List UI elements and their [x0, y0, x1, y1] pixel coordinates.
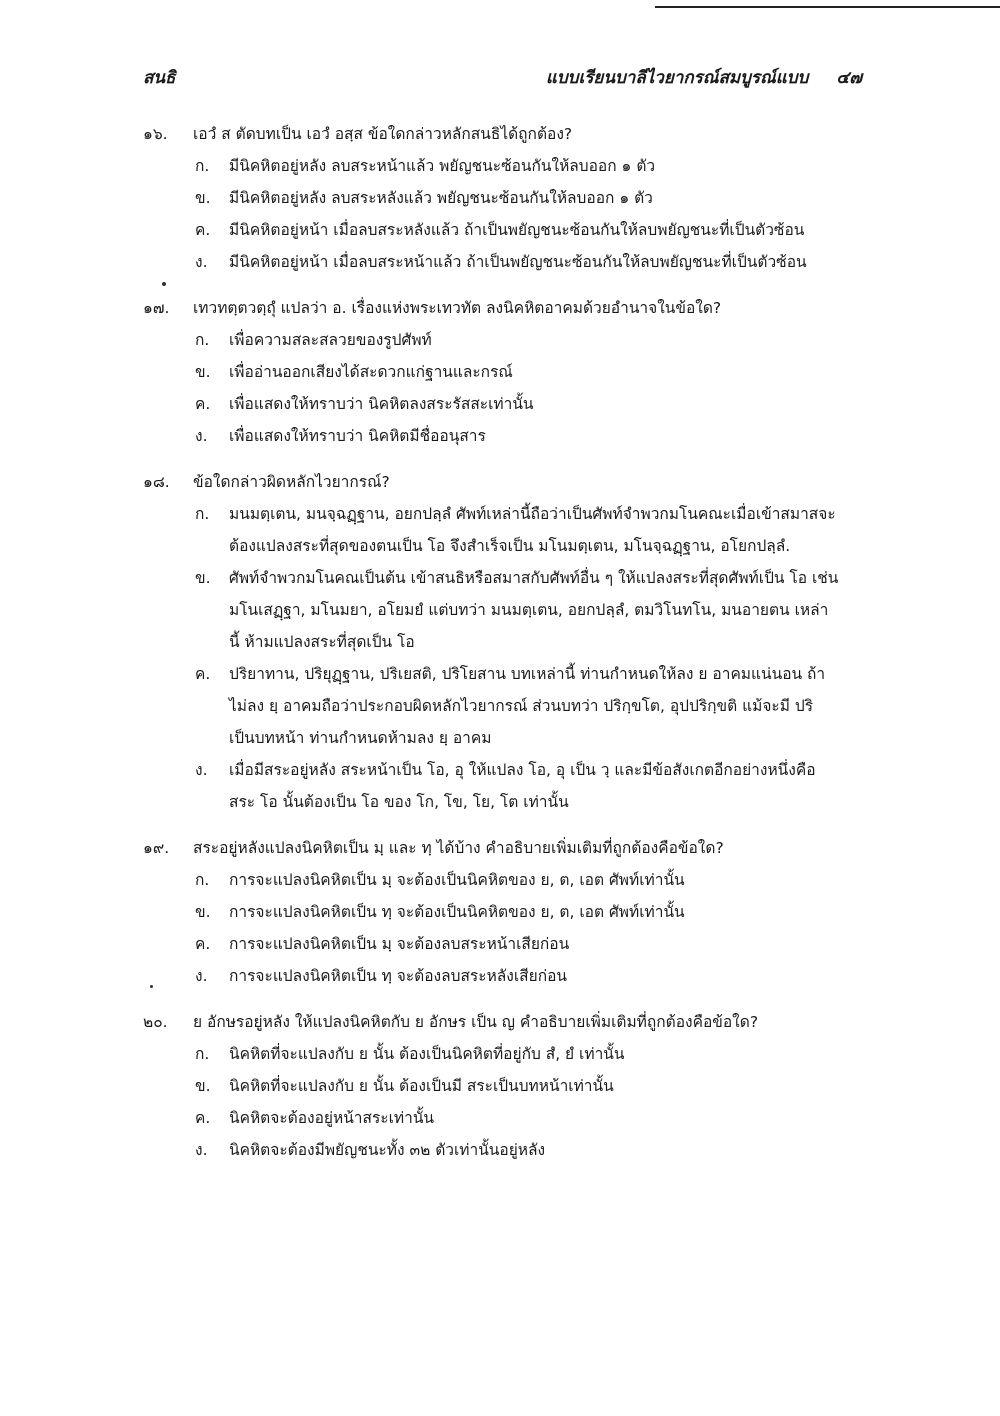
- choice-text: [229, 214, 863, 246]
- answer-choice: [195, 562, 863, 658]
- choice-letter: ข.: [195, 903, 211, 921]
- answer-choice: [195, 864, 863, 896]
- book-title: แบบเรียนบาลีไวยากรณ์สมบูรณ์แบบ: [545, 68, 809, 88]
- choice-text: [229, 388, 863, 420]
- question-item: [143, 466, 863, 818]
- choice-text-line: เพื่อแสดงให้ทราบว่า นิคหิตลงสระรัสสะเท่านั้น: [229, 395, 534, 413]
- choice-text: [229, 498, 863, 562]
- question-stem: [143, 832, 863, 864]
- question-text: เทวทตฺตวตฺถุํ แปลว่า อ. เรื่องแห่งพระเทวทัต ลงนิคหิตอาคมด้วยอำนาจในข้อใด?: [193, 299, 722, 317]
- choice-text: [229, 1102, 863, 1134]
- choice-text-line: มนมตฺเตน, มนจฺฉฏฺฐาน, อยกปลฺลํ ศัพท์เหล่านี้ถือว่าเป็นศัพท์จำพวกมโนคณะเมื่อเข้าสมาสจะ: [229, 505, 836, 523]
- question-text: สระอยู่หลังแปลงนิคหิตเป็น มฺ และ ทฺ ได้บ้าง คำอธิบายเพิ่มเติมที่ถูกต้องคือข้อใด?: [193, 839, 724, 857]
- choice-text: [229, 658, 863, 754]
- choice-letter: ค.: [195, 935, 211, 953]
- answer-choice: [195, 388, 863, 420]
- question-item: [143, 832, 863, 992]
- answer-choice: [195, 1134, 863, 1166]
- answer-choice: [195, 420, 863, 452]
- answer-choice: [195, 658, 863, 754]
- choice-letter: ง.: [195, 1141, 208, 1159]
- question-item: [143, 292, 863, 452]
- choice-letter: ค.: [195, 221, 211, 239]
- choice-text-line: เป็นบทหน้า ท่านกำหนดห้ามลง ยฺ อาคม: [229, 729, 492, 747]
- choice-text-line: นิคหิตที่จะแปลงกับ ย นั้น ต้องเป็นนิคหิตที่อยู่กับ สํ, ยํ เท่านั้น: [229, 1045, 625, 1063]
- answer-choice: [195, 246, 863, 278]
- question-stem: [143, 466, 863, 498]
- answer-choice: [195, 960, 863, 992]
- choice-letter: ข.: [195, 569, 211, 587]
- choice-text: [229, 896, 863, 928]
- choice-text-line: สระ โอ นั้นต้องเป็น โอ ของ โก, โข, โย, โต เท่านั้น: [229, 793, 569, 811]
- answer-choice: [195, 1070, 863, 1102]
- choice-letter: ข.: [195, 189, 211, 207]
- choice-letter: ง.: [195, 761, 208, 779]
- choice-text: [229, 864, 863, 896]
- choice-text-line: การจะแปลงนิคหิตเป็น มฺ จะต้องลบสระหน้าเสียก่อน: [229, 935, 570, 953]
- choice-text: [229, 356, 863, 388]
- choice-letter: ก.: [195, 1045, 210, 1063]
- choice-letter: ข.: [195, 363, 211, 381]
- question-stem: [143, 1006, 863, 1038]
- choice-letter: ค.: [195, 395, 211, 413]
- question-item: [143, 1006, 863, 1166]
- choice-letter: ข.: [195, 1077, 211, 1095]
- question-text: ข้อใดกล่าวผิดหลักไวยากรณ์?: [193, 473, 390, 491]
- choice-text-line: มีนิคหิตอยู่หน้า เมื่อลบสระหลังแล้ว ถ้าเป็นพยัญชนะซ้อนกันให้ลบพยัญชนะที่เป็นตัวซ้อน: [229, 221, 805, 239]
- answer-choice: [195, 498, 863, 562]
- question-item: [143, 118, 863, 278]
- answer-choice: [195, 150, 863, 182]
- question-number: ๑๖.: [143, 125, 168, 143]
- choice-text-line: มีนิคหิตอยู่หน้า เมื่อลบสระหน้าแล้ว ถ้าเป็นพยัญชนะซ้อนกันให้ลบพยัญชนะที่เป็นตัวซ้อน: [229, 253, 807, 271]
- choice-text: [229, 928, 863, 960]
- answer-choice: [195, 896, 863, 928]
- question-text: เอวํ ส ตัดบทเป็น เอวํ อสฺส ข้อใดกล่าวหลักสนธิได้ถูกต้อง?: [193, 125, 573, 143]
- choice-text-line: การจะแปลงนิคหิตเป็น ทฺ จะต้องลบสระหลังเสียก่อน: [229, 967, 567, 985]
- choice-text-line: เมื่อมีสระอยู่หลัง สระหน้าเป็น โอ, อุ ให้แปลง โอ, อุ เป็น วฺ และมีข้อสังเกตอีกอย่างหนึ่งคือ: [229, 761, 816, 779]
- choice-text-line: เพื่ออ่านออกเสียงได้สะดวกแก่ฐานและกรณ์: [229, 363, 513, 381]
- choice-letter: ค.: [195, 665, 211, 683]
- running-header-chapter: สนธิ: [143, 68, 176, 88]
- choice-text-line: เพื่อแสดงให้ทราบว่า นิคหิตมีชื่ออนุสาร: [229, 427, 486, 445]
- choice-text: [229, 1038, 863, 1070]
- choice-letter: ก.: [195, 331, 210, 349]
- question-number: ๒๐.: [143, 1013, 168, 1031]
- question-stem: [143, 118, 863, 150]
- choice-text: [229, 754, 863, 818]
- choice-text-line: มีนิคหิตอยู่หลัง ลบสระหลังแล้ว พยัญชนะซ้อนกันให้ลบออก ๑ ตัว: [229, 189, 653, 207]
- choice-text-line: ต้องแปลงสระที่สุดของตนเป็น โอ จึงสำเร็จเป็น มโนมตฺเตน, มโนจฺฉฏฺฐาน, อโยกปลฺลํ.: [229, 537, 791, 555]
- choice-text-line: ปริยาทาน, ปริยุฏฺฐาน, ปริเยสติ, ปริโยสาน บทเหล่านี้ ท่านกำหนดให้ลง ย อาคมแน่นอน ถ้า: [229, 665, 826, 683]
- answer-choice: [195, 356, 863, 388]
- choice-text-line: การจะแปลงนิคหิตเป็น มฺ จะต้องเป็นนิคหิตของ ย, ต, เอต ศัพท์เท่านั้น: [229, 871, 685, 889]
- question-number: ๑๘.: [143, 473, 170, 491]
- choice-letter: ง.: [195, 427, 208, 445]
- choice-text: [229, 562, 863, 658]
- answer-choice: [195, 182, 863, 214]
- choice-letter: ค.: [195, 1109, 211, 1127]
- choice-text-line: ไม่ลง ยฺ อาคมถือว่าประกอบผิดหลักไวยากรณ์ ส่วนบทว่า ปริกฺขโต, อุปปริกฺขติ แม้จะมี ปริ: [229, 697, 814, 715]
- choice-text: [229, 324, 863, 356]
- answer-choice: [195, 1038, 863, 1070]
- question-number: ๑๙.: [143, 839, 170, 857]
- choice-text-line: มโนเสฏฺฐา, มโนมยา, อโยมยํ แต่บทว่า มนมตฺเตน, อยกปลฺลํ, ตมวิโนทโน, มนอายตน เหล่า: [229, 601, 829, 619]
- question-text: ย อักษรอยู่หลัง ให้แปลงนิคหิตกับ ย อักษร เป็น ญ คำอธิบายเพิ่มเติมที่ถูกต้องคือข้อใด?: [193, 1013, 759, 1031]
- question-stem: [143, 292, 863, 324]
- choice-text-line: นิคหิตจะต้องอยู่หน้าสระเท่านั้น: [229, 1109, 435, 1127]
- choice-text: [229, 1070, 863, 1102]
- choice-text: [229, 960, 863, 992]
- question-list: [143, 118, 863, 1180]
- answer-choice: [195, 928, 863, 960]
- choice-text-line: เพื่อความสละสลวยของรูปศัพท์: [229, 331, 432, 349]
- choice-letter: ก.: [195, 505, 210, 523]
- answer-choice: [195, 1102, 863, 1134]
- choice-text-line: นิคหิตที่จะแปลงกับ ย นั้น ต้องเป็นมี สระเป็นบทหน้าเท่านั้น: [229, 1077, 614, 1095]
- choice-text: [229, 150, 863, 182]
- choice-text-line: มีนิคหิตอยู่หลัง ลบสระหน้าแล้ว พยัญชนะซ้อนกันให้ลบออก ๑ ตัว: [229, 157, 656, 175]
- answer-choice: [195, 754, 863, 818]
- answer-choice: [195, 214, 863, 246]
- question-number: ๑๗.: [143, 299, 170, 317]
- choice-text-line: นี้ ห้ามแปลงสระที่สุดเป็น โอ: [229, 633, 415, 651]
- choice-text: [229, 246, 863, 278]
- choice-text: [229, 420, 863, 452]
- page-number: ๔๗: [836, 68, 862, 88]
- choice-text-line: นิคหิตจะต้องมีพยัญชนะทั้ง ๓๒ ตัวเท่านั้นอยู่หลัง: [229, 1141, 546, 1159]
- choice-text-line: ศัพท์จำพวกมโนคณเป็นต้น เข้าสนธิหรือสมาสกับศัพท์อื่น ๆ ให้แปลงสระที่สุดศัพท์เป็น โอ เช่น: [229, 569, 839, 587]
- choice-text: [229, 1134, 863, 1166]
- choice-text: [229, 182, 863, 214]
- running-header-book: [546, 64, 862, 91]
- choice-text-line: การจะแปลงนิคหิตเป็น ทฺ จะต้องเป็นนิคหิตของ ย, ต, เอต ศัพท์เท่านั้น: [229, 903, 685, 921]
- choice-letter: ง.: [195, 967, 208, 985]
- answer-choice: [195, 324, 863, 356]
- choice-letter: ก.: [195, 871, 210, 889]
- choice-letter: ง.: [195, 253, 208, 271]
- top-rule: [655, 6, 1000, 8]
- choice-letter: ก.: [195, 157, 210, 175]
